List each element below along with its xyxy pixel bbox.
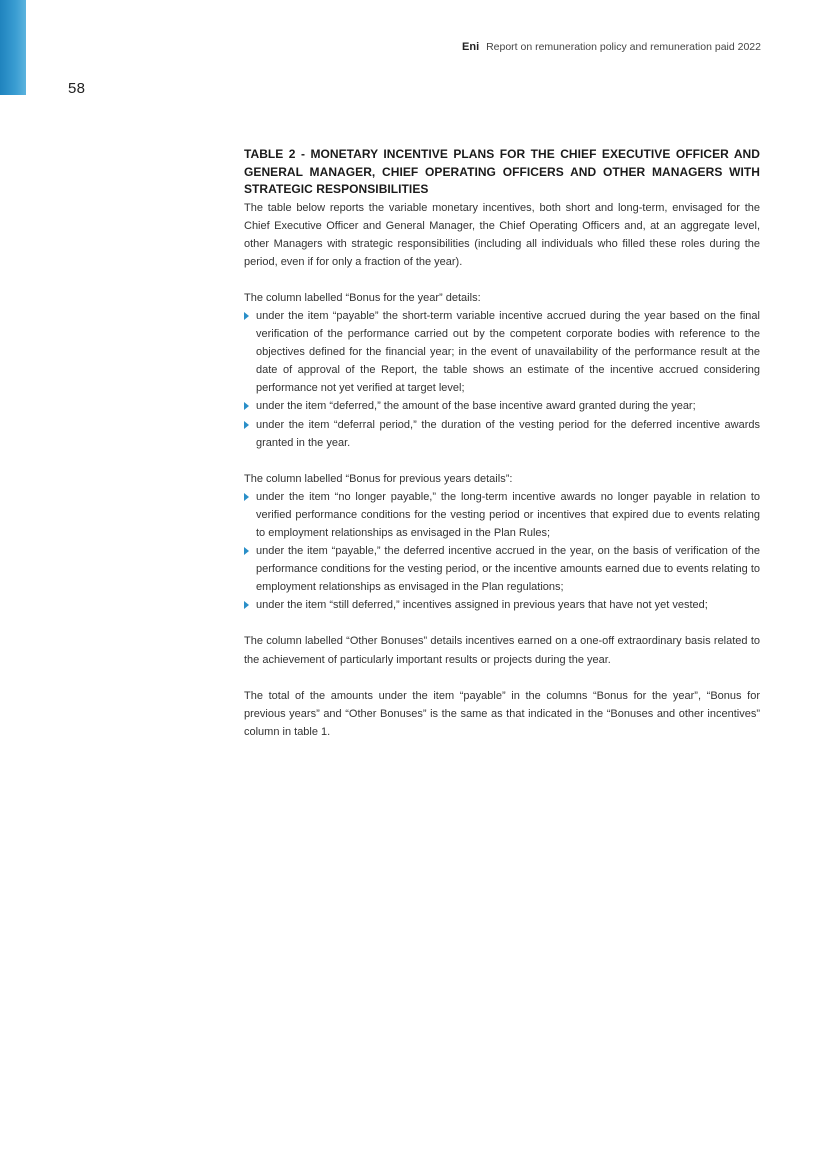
main-content bbox=[244, 146, 760, 741]
list-item: under the item “payable” the short-term variable incentive accrued during the year based on the final verification of the performance carried out by the competent corporate bodies with reference to the objectives defined for the financial year; in the event of unavailability of the performance result at the date of approval of the Report, the table shows an estimate of the incentive accrued considering performance not yet verified at target level; bbox=[244, 307, 760, 397]
bullet-arrow-icon bbox=[244, 402, 249, 410]
section-lead-bonus-year: The column labelled “Bonus for the year” details: bbox=[244, 291, 481, 304]
bonus-year-list bbox=[244, 307, 760, 452]
bullet-arrow-icon bbox=[244, 312, 249, 320]
list-item: under the item “no longer payable,” the long-term incentive awards no longer payable in relation to verified performance conditions for the vesting period or incentives that expired due to events relating to employment relationships as envisaged in the Plan Rules; bbox=[244, 488, 760, 542]
bullet-arrow-icon bbox=[244, 421, 249, 429]
brand-name: Eni bbox=[462, 41, 480, 53]
list-item: under the item “still deferred,” incentives assigned in previous years that have not yet vested; bbox=[244, 596, 760, 614]
side-color-tab bbox=[0, 0, 26, 95]
report-title: Report on remuneration policy and remuneration paid 2022 bbox=[486, 41, 761, 53]
bullet-arrow-icon bbox=[244, 493, 249, 501]
list-item: under the item “payable,” the deferred incentive accrued in the year, on the basis of verification of the performance conditions for the vesting period, or the incentive amounts earned due to events relating to employment relationships as envisaged in the Plan regulations; bbox=[244, 542, 760, 596]
previous-years-list bbox=[244, 488, 760, 615]
section-lead-previous-years: The column labelled “Bonus for previous years details”: bbox=[244, 472, 513, 485]
list-item: under the item “deferred,” the amount of the base incentive award granted during the year; bbox=[244, 397, 760, 415]
bullet-arrow-icon bbox=[244, 601, 249, 609]
page-number: 58 bbox=[68, 80, 86, 97]
other-bonuses-paragraph: The column labelled “Other Bonuses” details incentives earned on a one-off extraordinary basis related to the achievement of particularly important results or projects during the year. bbox=[244, 635, 760, 666]
running-header bbox=[462, 41, 761, 53]
list-item: under the item “deferral period,” the duration of the vesting period for the deferred incentive awards granted in the year. bbox=[244, 416, 760, 452]
bullet-arrow-icon bbox=[244, 547, 249, 555]
total-note-paragraph: The total of the amounts under the item “payable” in the columns “Bonus for the year”, “Bonus for previous years” and “Other Bonuses” is the same as that indicated in the “Bonuses and other incentives” column in table 1. bbox=[244, 689, 760, 738]
intro-paragraph: The table below reports the variable monetary incentives, both short and long-term, envisaged for the Chief Executive Officer and General Manager, the Chief Operating Officers and, at an aggregate level, other Managers with strategic responsibilities (including all individuals who filled these roles during the period, even if for only a fraction of the year). bbox=[244, 201, 760, 268]
table-title: TABLE 2 - MONETARY INCENTIVE PLANS FOR THE CHIEF EXECUTIVE OFFICER AND GENERAL MANAGER, CHIEF OPERATING OFFICERS AND OTHER MANAGERS WITH STRATEGIC RESPONSIBILITIES bbox=[244, 147, 760, 196]
